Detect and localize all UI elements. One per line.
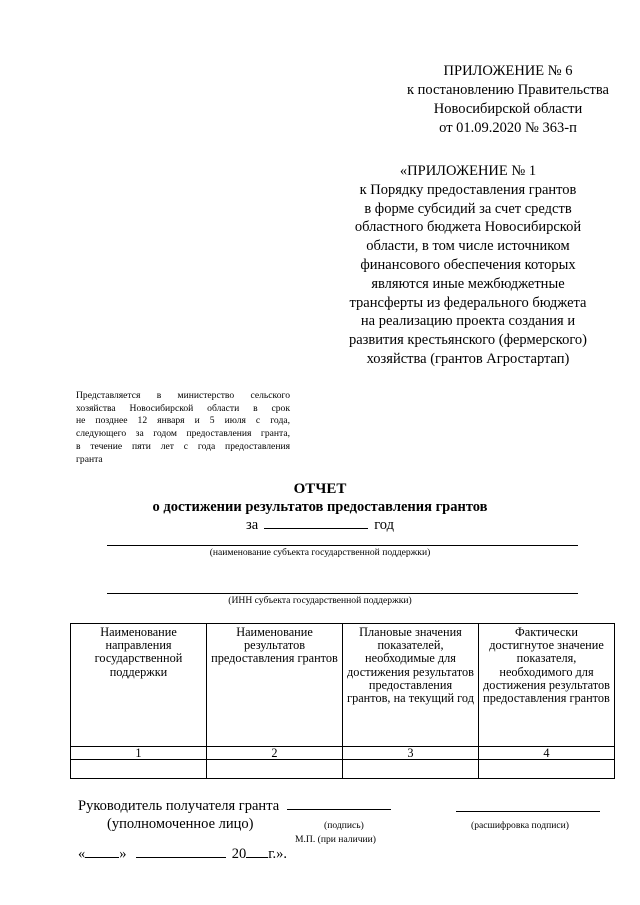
results-table: [70, 623, 615, 779]
submission-note-line: хозяйства Новосибирской области в срок: [76, 402, 290, 414]
table-header-row: [71, 624, 615, 747]
submission-note-line: не позднее 12 января и 5 июля с года,: [76, 415, 290, 427]
appendix-1-line: развития крестьянского (фермерского): [349, 332, 587, 349]
appendix-1-line: области, в том числе источником: [366, 238, 570, 255]
submission-note-line: Представляется в министерство сельского: [76, 390, 290, 401]
table-header-cell: Плановые значения показателей, необходимые для достижения результатов предоставления грантов, на текущий год: [343, 624, 479, 747]
report-subtitle: о достижении результатов предоставления грантов: [152, 499, 488, 515]
appendix-1-line: в форме субсидий за счет средств: [364, 200, 572, 217]
signature-decoding-field[interactable]: [456, 811, 600, 812]
table-cell[interactable]: [479, 760, 615, 779]
table-header-cell: Фактически достигнутое значение показателя, необходимого для достижения результатов предоставления грантов: [479, 624, 615, 747]
table-header-cell: Наименование результатов предоставления грантов: [207, 624, 343, 747]
appendix-1-line: трансферты из федерального бюджета: [349, 294, 587, 311]
table-cell[interactable]: [207, 760, 343, 779]
decoding-caption: (расшифровка подписи): [471, 820, 569, 831]
authorized-label: (уполномоченное лицо): [107, 816, 254, 832]
appendix-1-line: являются иные межбюджетные: [371, 275, 565, 292]
date-year-field[interactable]: [246, 857, 268, 858]
column-number: 3: [343, 747, 479, 760]
report-title: ОТЧЕТ: [293, 481, 347, 497]
head-label: Руководитель получателя гранта: [78, 798, 280, 814]
signature-caption: (подпись): [324, 820, 364, 831]
table-cell[interactable]: [343, 760, 479, 779]
date-month-field[interactable]: [136, 857, 226, 858]
subject-inn-caption: (ИНН субъекта государственной поддержки): [228, 595, 412, 606]
submission-note-line: следующего за годом предоставления гранта,: [76, 428, 290, 440]
year-suffix: г.».: [268, 846, 288, 862]
subject-name-caption: (наименование субъекта государственной поддержки): [209, 547, 431, 558]
appendix-6-header: [388, 62, 628, 138]
subject-inn-line[interactable]: [107, 593, 578, 594]
appendix-1-line: к Порядку предоставления грантов: [359, 181, 577, 198]
appendix-1-line: областного бюджета Новосибирской: [354, 219, 582, 236]
appendix-6-line: к постановлению Правительства: [407, 82, 609, 98]
appendix-1-line: финансового обеспечения которых: [360, 256, 576, 273]
column-number: 4: [479, 747, 615, 760]
date-day-field[interactable]: [85, 857, 119, 858]
appendix-6-line: ПРИЛОЖЕНИЕ № 6: [443, 63, 573, 79]
appendix-1-line: хозяйства (грантов Агростартап): [366, 350, 570, 367]
table-number-row: [71, 747, 615, 760]
table-row: [71, 760, 615, 779]
table-cell[interactable]: [71, 760, 207, 779]
year-prefix: 20: [231, 846, 247, 862]
period-year-field[interactable]: [264, 515, 368, 529]
column-number: 1: [71, 747, 207, 760]
report-period: [0, 515, 640, 534]
appendix-1-header: [318, 162, 618, 369]
date-close-quote: »: [119, 846, 127, 862]
appendix-1-line: на реализацию проекта создания и: [360, 313, 576, 330]
submission-note-line: гранта: [76, 453, 103, 465]
period-prefix: за: [246, 517, 259, 533]
signature-field[interactable]: [287, 809, 391, 810]
table-header-cell: Наименование направления государственной поддержки: [71, 624, 207, 747]
appendix-6-line: Новосибирской области: [433, 101, 583, 117]
date-row: [78, 845, 287, 863]
head-signature-row: [78, 797, 391, 815]
subject-name-line[interactable]: [107, 545, 578, 546]
submission-note-line: в течение пяти лет с года предоставления: [76, 440, 290, 452]
column-number: 2: [207, 747, 343, 760]
period-suffix: год: [374, 517, 394, 533]
submission-note: [76, 390, 290, 466]
stamp-caption: М.П. (при наличии): [295, 834, 376, 845]
appendix-1-line: «ПРИЛОЖЕНИЕ № 1: [399, 163, 537, 179]
date-open-quote: «: [78, 846, 86, 862]
appendix-6-line: от 01.09.2020 № 363-п: [439, 120, 577, 136]
